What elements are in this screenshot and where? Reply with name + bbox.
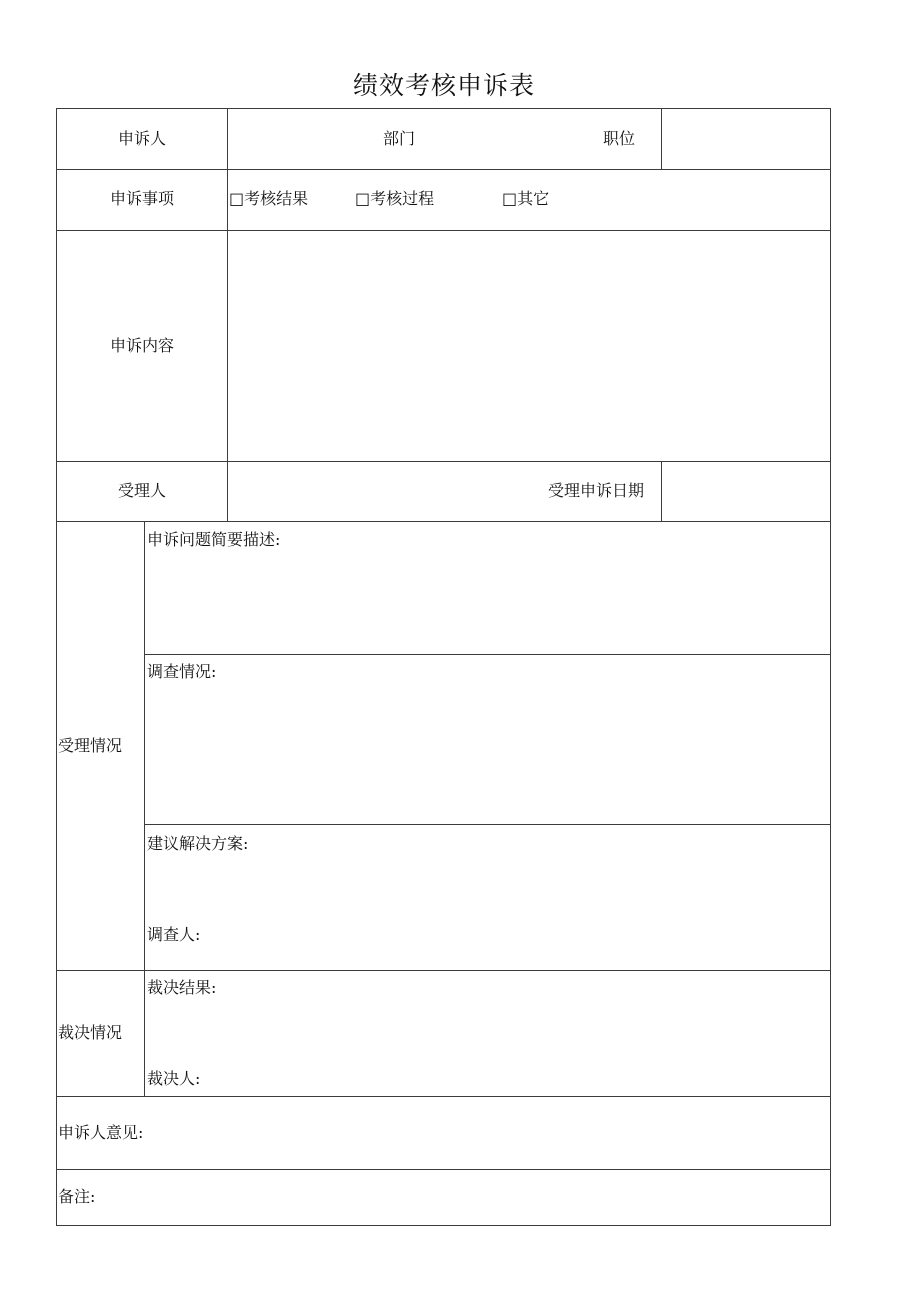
handling-date-label: 受理申诉日期	[548, 481, 645, 500]
position-label: 职位	[603, 129, 636, 148]
handler-label: 受理人	[117, 481, 166, 500]
appeal-content-label: 申诉内容	[109, 336, 174, 355]
handling-status-label: 受理情况	[58, 736, 123, 755]
applicant-dept-position-cell[interactable]	[227, 108, 662, 170]
applicant-label: 申诉人	[117, 129, 166, 148]
applicant-opinion-area[interactable]	[56, 1096, 831, 1170]
ruling-area[interactable]	[144, 970, 831, 1097]
option-result-checkbox[interactable]: □考核结果	[229, 189, 309, 208]
investigator-label: 调查人:	[147, 925, 201, 944]
handling-date-cell[interactable]	[661, 461, 831, 522]
remarks-area[interactable]	[56, 1169, 831, 1226]
proposal-label: 建议解决方案:	[147, 834, 249, 853]
investigation-area[interactable]	[144, 654, 831, 825]
ruling-status-label: 裁决情况	[58, 1023, 123, 1042]
appeal-item-label: 申诉事项	[109, 189, 174, 208]
problem-summary-label: 申诉问题简要描述:	[147, 530, 281, 549]
department-label: 部门	[383, 129, 416, 148]
investigation-label: 调查情况:	[147, 662, 217, 681]
applicant-opinion-label: 申诉人意见:	[58, 1123, 144, 1142]
ruling-judge-label: 裁决人:	[147, 1069, 201, 1088]
ruling-result-label: 裁决结果:	[147, 978, 217, 997]
position-value-cell[interactable]	[661, 108, 831, 170]
appeal-content-area[interactable]	[227, 230, 831, 462]
remarks-label: 备注:	[58, 1187, 96, 1206]
option-other-checkbox[interactable]: □其它	[502, 189, 550, 208]
form-title: 绩效考核申诉表	[352, 71, 535, 100]
option-process-checkbox[interactable]: □考核过程	[355, 189, 435, 208]
